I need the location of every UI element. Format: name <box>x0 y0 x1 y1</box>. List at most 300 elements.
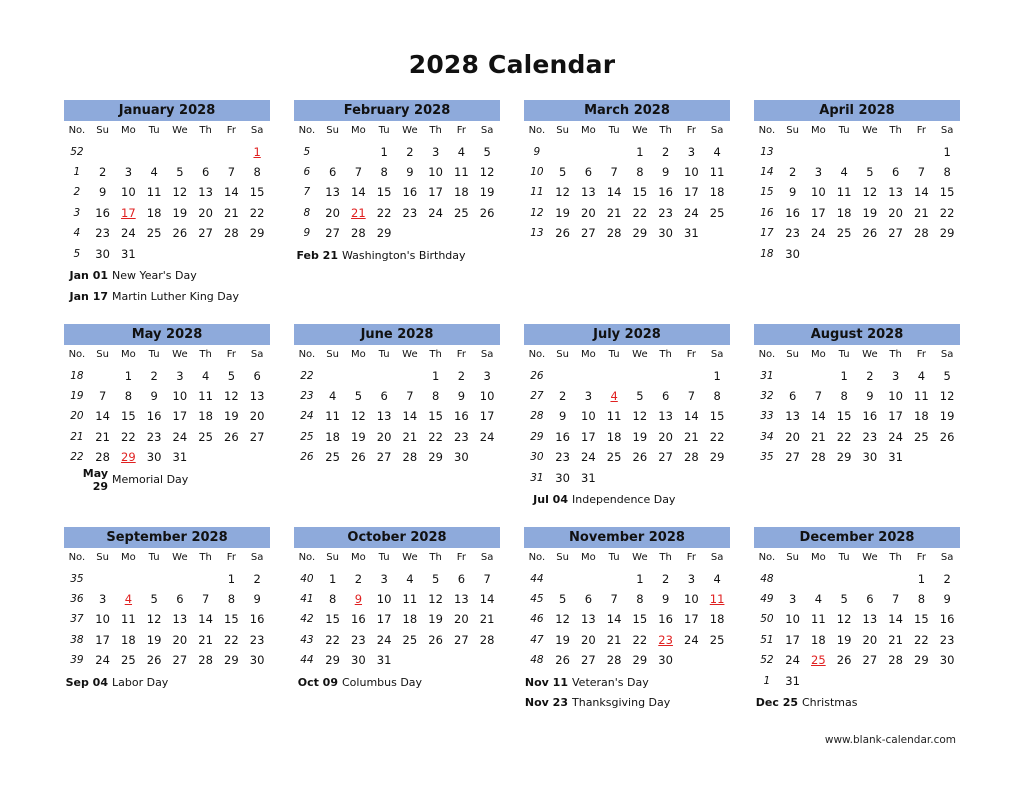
weekday-label: No. <box>68 349 86 361</box>
day-number: 4 <box>840 164 848 179</box>
day-cell <box>780 589 806 609</box>
day-number: 23 <box>454 429 469 444</box>
week-number <box>64 406 90 426</box>
week-number <box>754 244 780 264</box>
week-number <box>64 142 90 162</box>
day-number: 7 <box>354 164 363 179</box>
day-number: 13 <box>172 612 188 627</box>
week-number <box>294 630 320 650</box>
week-number <box>754 406 780 426</box>
month-block <box>64 324 270 493</box>
day-number: 20 <box>198 205 213 220</box>
week-number <box>524 589 550 609</box>
weekday-label: No. <box>528 349 546 361</box>
day-number: 22 <box>376 205 392 220</box>
day-number: 26 <box>555 653 570 668</box>
week-row <box>294 447 500 467</box>
holiday-item <box>64 466 270 493</box>
day-number: 15 <box>428 409 443 424</box>
day-cell <box>806 162 832 182</box>
day-number: 25 <box>914 429 929 444</box>
week-row <box>754 406 960 426</box>
day-cell <box>423 406 449 426</box>
day-number: 24 <box>581 450 596 465</box>
day-number: 29 <box>939 226 955 241</box>
day-number: 1 <box>713 368 721 383</box>
day-number: 27 <box>862 653 878 668</box>
day-cell <box>397 406 423 426</box>
day-cell <box>320 406 346 426</box>
day-number: 12 <box>939 388 955 403</box>
day-cell <box>90 609 116 629</box>
weekday-label: Th <box>889 552 902 564</box>
holiday-list <box>64 466 270 493</box>
day-cell <box>141 630 167 650</box>
day-cell <box>371 630 397 650</box>
weekday-label: Th <box>659 125 672 137</box>
day-number: 31 <box>581 470 596 485</box>
day-number: 20 <box>376 429 392 444</box>
day-number: 6 <box>303 165 311 178</box>
day-cell <box>780 650 806 670</box>
day-cell <box>780 427 806 447</box>
week-row <box>754 630 960 650</box>
day-number: 14 <box>606 612 622 627</box>
day-cell <box>831 203 857 223</box>
day-number: 14 <box>402 409 418 424</box>
day-cell <box>550 447 576 467</box>
day-cell <box>780 223 806 243</box>
day-cell <box>474 142 500 162</box>
day-cell <box>397 427 423 447</box>
day-number: 15 <box>914 612 929 627</box>
month-block <box>754 100 960 264</box>
day-number: 9 <box>533 145 541 158</box>
week-row <box>64 203 270 223</box>
week-number <box>754 650 780 670</box>
day-number: 3 <box>176 368 184 383</box>
weekday-label: Mo <box>351 349 366 361</box>
month-header: July 2028 <box>524 324 730 345</box>
weekday-label: Sa <box>480 552 494 564</box>
day-number: 8 <box>253 164 261 179</box>
day-cell <box>883 203 909 223</box>
day-number: 25 <box>325 450 340 465</box>
day-cell <box>627 427 653 447</box>
day-cell <box>883 162 909 182</box>
day-cell <box>167 609 193 629</box>
day-cell <box>193 630 219 650</box>
week-row <box>64 447 270 467</box>
day-number: 27 <box>172 653 188 668</box>
day-cell <box>449 447 475 467</box>
day-cell <box>320 386 346 406</box>
day-number: 17 <box>684 185 699 200</box>
day-cell <box>219 630 245 650</box>
week-number <box>524 406 550 426</box>
day-number: 10 <box>684 164 699 179</box>
day-cell <box>193 427 219 447</box>
day-number: 9 <box>661 591 670 606</box>
weekday-label: Su <box>786 552 799 564</box>
week-number <box>524 366 550 386</box>
day-cell <box>141 223 167 243</box>
day-cell <box>167 223 193 243</box>
day-number: 22 <box>632 205 648 220</box>
day-cell <box>244 386 270 406</box>
day-number: 1 <box>636 144 644 159</box>
day-cell <box>371 427 397 447</box>
weekday-label: Mo <box>121 125 136 137</box>
weekday-label: No. <box>68 552 86 564</box>
day-cell <box>704 162 730 182</box>
day-cell <box>576 468 602 488</box>
day-number: 32 <box>760 389 774 402</box>
day-number: 19 <box>939 409 955 424</box>
day-number: 8 <box>943 164 951 179</box>
weekday-label: Sa <box>940 125 954 137</box>
weekday-label: No. <box>298 552 316 564</box>
day-number: 9 <box>558 409 567 424</box>
day-number: 19 <box>555 205 570 220</box>
day-cell <box>704 182 730 202</box>
day-number: 5 <box>558 591 567 606</box>
day-number: 21 <box>888 632 903 647</box>
day-cell <box>601 589 627 609</box>
day-number: 48 <box>530 654 544 667</box>
day-number: 30 <box>530 451 544 464</box>
day-number: 23 <box>249 632 265 647</box>
day-number: 13 <box>658 409 673 424</box>
day-cell <box>346 203 372 223</box>
holiday-item <box>294 245 500 265</box>
day-cell <box>474 609 500 629</box>
week-number <box>64 569 90 589</box>
day-number: 12 <box>172 185 188 200</box>
day-cell <box>627 203 653 223</box>
day-number: 21 <box>606 205 622 220</box>
day-cell <box>806 427 832 447</box>
week-number <box>64 650 90 670</box>
holiday-name: Martin Luther King Day <box>112 289 240 303</box>
day-number: 18 <box>325 429 340 444</box>
day-cell <box>423 630 449 650</box>
day-cell <box>627 182 653 202</box>
day-cell <box>141 203 167 223</box>
day-cell <box>831 223 857 243</box>
day-cell <box>679 630 705 650</box>
day-cell <box>806 630 832 650</box>
day-number: 19 <box>555 632 570 647</box>
day-number: 18 <box>198 409 213 424</box>
weekday-label: Fr <box>226 552 236 564</box>
day-number: 16 <box>939 612 955 627</box>
day-cell <box>167 386 193 406</box>
day-number: 26 <box>939 429 955 444</box>
day-number: 26 <box>172 226 188 241</box>
day-number: 18 <box>836 205 852 220</box>
day-cell <box>371 223 397 243</box>
week-number <box>294 203 320 223</box>
day-number: 16 <box>760 206 774 219</box>
day-number: 13 <box>862 612 878 627</box>
week-row <box>64 406 270 426</box>
day-number: 17 <box>95 632 110 647</box>
day-number: 16 <box>249 612 265 627</box>
day-cell <box>831 589 857 609</box>
day-cell <box>90 386 116 406</box>
holiday-name: Washington's Birthday <box>342 249 466 263</box>
month-header: December 2028 <box>754 527 960 548</box>
day-number: 11 <box>836 185 852 200</box>
week-number <box>754 182 780 202</box>
day-cell <box>346 447 372 467</box>
day-cell <box>449 569 475 589</box>
holiday-date-label: May 29 <box>82 466 108 493</box>
week-number <box>524 203 550 223</box>
day-cell <box>857 589 883 609</box>
week-row <box>294 203 500 223</box>
week-number <box>754 203 780 223</box>
day-cell <box>167 630 193 650</box>
day-cell <box>244 650 270 670</box>
day-cell <box>397 203 423 223</box>
day-number: 7 <box>483 571 491 586</box>
day-cell <box>601 182 627 202</box>
day-cell <box>934 406 960 426</box>
day-number: 5 <box>73 247 81 260</box>
day-number: 18 <box>121 632 136 647</box>
day-cell <box>346 427 372 447</box>
day-cell <box>320 589 346 609</box>
holiday-date-label: Sep 04 <box>65 676 108 690</box>
day-number: 26 <box>300 451 314 464</box>
day-number: 5 <box>636 388 644 403</box>
week-row <box>64 141 270 161</box>
day-cell <box>141 406 167 426</box>
day-cell <box>397 162 423 182</box>
week-row <box>524 568 730 588</box>
month-block <box>754 527 960 713</box>
month-header: October 2028 <box>294 527 500 548</box>
day-cell <box>627 406 653 426</box>
day-cell <box>934 589 960 609</box>
day-number: 17 <box>888 409 903 424</box>
day-cell <box>90 650 116 670</box>
day-cell <box>857 630 883 650</box>
day-number: 14 <box>811 409 826 424</box>
weekday-label: We <box>632 125 648 137</box>
day-number: 11 <box>914 388 929 403</box>
day-number: 25 <box>709 632 725 647</box>
day-cell <box>474 203 500 223</box>
day-number: 23 <box>658 205 673 220</box>
day-number: 2 <box>73 186 81 199</box>
day-number: 18 <box>709 612 725 627</box>
day-cell <box>909 162 935 182</box>
day-number: 52 <box>760 654 774 667</box>
day-number: 5 <box>866 164 874 179</box>
week-row <box>294 589 500 609</box>
day-number: 2 <box>406 144 414 159</box>
holiday-item <box>754 693 960 713</box>
day-number: 13 <box>325 185 340 200</box>
day-number: 25 <box>709 205 725 220</box>
day-number: 12 <box>862 185 878 200</box>
day-cell <box>244 589 270 609</box>
day-cell <box>653 609 679 629</box>
day-number: 20 <box>658 429 673 444</box>
day-number: 10 <box>172 388 188 403</box>
holiday-date: 9 <box>354 591 363 606</box>
month-block <box>754 324 960 467</box>
day-cell <box>219 589 245 609</box>
day-number: 10 <box>428 164 443 179</box>
day-cell <box>934 142 960 162</box>
day-number: 14 <box>914 185 929 200</box>
weekday-label: Su <box>786 349 799 361</box>
day-cell <box>90 182 116 202</box>
weekday-label: Sa <box>480 125 494 137</box>
week-row <box>64 609 270 629</box>
day-cell <box>909 630 935 650</box>
day-number: 4 <box>917 368 926 383</box>
week-row <box>754 650 960 670</box>
day-number: 11 <box>811 612 826 627</box>
weekday-label: Fr <box>686 349 696 361</box>
day-number: 1 <box>73 165 81 178</box>
day-cell <box>397 589 423 609</box>
day-number: 7 <box>201 591 210 606</box>
weekday-label: Th <box>199 125 212 137</box>
week-row <box>64 162 270 182</box>
day-number: 7 <box>891 591 900 606</box>
day-number: 26 <box>836 653 852 668</box>
day-cell <box>601 406 627 426</box>
weekday-label: Su <box>556 349 569 361</box>
day-cell <box>423 142 449 162</box>
day-number: 18 <box>811 632 826 647</box>
weekday-label: Mo <box>121 349 136 361</box>
day-cell <box>167 203 193 223</box>
day-cell <box>653 142 679 162</box>
month-block <box>64 527 270 693</box>
day-number: 6 <box>584 591 593 606</box>
weekday-label: Su <box>556 125 569 137</box>
week-row <box>524 365 730 385</box>
week-row <box>754 568 960 588</box>
day-cell <box>576 447 602 467</box>
day-number: 43 <box>300 633 314 646</box>
day-number: 38 <box>70 633 84 646</box>
day-number: 9 <box>788 185 797 200</box>
day-number: 12 <box>555 612 570 627</box>
day-cell <box>831 427 857 447</box>
day-number: 13 <box>581 612 596 627</box>
weekday-header-row <box>294 121 500 141</box>
day-number: 31 <box>760 369 774 382</box>
day-cell <box>193 203 219 223</box>
day-cell <box>219 650 245 670</box>
week-number <box>64 447 90 467</box>
day-number: 8 <box>713 388 721 403</box>
day-number: 30 <box>454 450 469 465</box>
day-number: 2 <box>253 571 261 586</box>
day-number: 17 <box>172 409 188 424</box>
week-row <box>754 182 960 202</box>
day-number: 40 <box>300 572 314 585</box>
day-number: 30 <box>939 653 955 668</box>
weekday-label: Fr <box>686 552 696 564</box>
day-number: 29 <box>632 653 648 668</box>
day-number: 29 <box>530 430 544 443</box>
day-number: 23 <box>939 632 955 647</box>
day-cell <box>883 650 909 670</box>
day-number: 25 <box>454 205 469 220</box>
day-number: 21 <box>914 205 929 220</box>
weekday-label: Tu <box>378 349 390 361</box>
day-cell <box>116 589 142 609</box>
day-cell <box>474 569 500 589</box>
week-number <box>64 223 90 243</box>
holiday-date-label: Nov 23 <box>524 696 568 710</box>
week-row <box>524 386 730 406</box>
day-number: 44 <box>300 654 314 667</box>
day-number: 23 <box>862 429 878 444</box>
day-number: 21 <box>479 612 495 627</box>
day-number: 24 <box>300 410 314 423</box>
day-cell <box>141 427 167 447</box>
weekday-label: Tu <box>838 552 850 564</box>
weekday-label: Mo <box>351 125 366 137</box>
day-number: 24 <box>684 632 699 647</box>
weekday-label: Tu <box>378 552 390 564</box>
day-cell <box>371 589 397 609</box>
week-row <box>754 447 960 467</box>
day-number: 31 <box>121 246 136 261</box>
weekday-label: Tu <box>838 125 850 137</box>
day-cell <box>857 650 883 670</box>
day-cell <box>550 203 576 223</box>
day-number: 21 <box>70 430 84 443</box>
day-cell <box>193 609 219 629</box>
weekday-label: Fr <box>916 349 926 361</box>
day-number: 17 <box>428 185 443 200</box>
day-number: 14 <box>351 185 366 200</box>
day-cell <box>679 142 705 162</box>
day-number: 27 <box>198 226 213 241</box>
day-number: 31 <box>172 450 188 465</box>
day-cell <box>831 162 857 182</box>
day-cell <box>601 447 627 467</box>
day-number: 48 <box>760 572 774 585</box>
day-number: 8 <box>380 164 388 179</box>
week-number <box>294 427 320 447</box>
day-number: 27 <box>530 389 544 402</box>
day-cell <box>857 223 883 243</box>
day-cell <box>627 609 653 629</box>
day-number: 20 <box>249 409 265 424</box>
day-cell <box>806 447 832 467</box>
weekday-label: Sa <box>480 349 494 361</box>
day-cell <box>474 162 500 182</box>
day-number: 18 <box>709 185 725 200</box>
week-number <box>64 427 90 447</box>
weekday-header-row <box>754 121 960 141</box>
month-block <box>524 100 730 243</box>
day-number: 8 <box>303 206 311 219</box>
month-header: November 2028 <box>524 527 730 548</box>
